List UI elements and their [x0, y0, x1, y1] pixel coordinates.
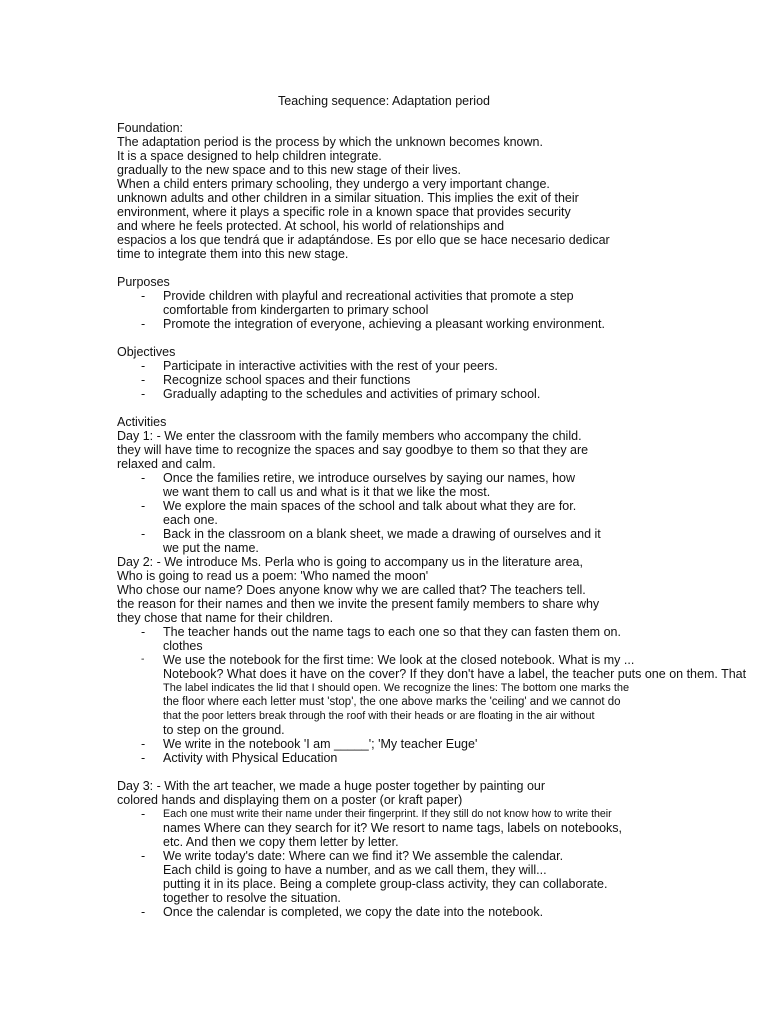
list-item: - Promote the integration of everyone, achieving a pleasant working environment.: [117, 317, 657, 331]
foundation-line: When a child enters primary schooling, they undergo a very important change.: [117, 177, 550, 191]
day2-line: the reason for their names and then we invite the present family members to share why: [117, 597, 600, 611]
foundation-line: unknown adults and other children in a similar situation. This implies the exit of their: [117, 191, 579, 205]
notebook-line: that the poor letters break through the roof with their heads or are floating in the air without: [163, 710, 595, 722]
list-item: [117, 653, 747, 737]
list-item: - Gradually adapting to the schedules and activities of primary school.: [117, 387, 657, 401]
date-line: together to resolve the situation.: [163, 891, 341, 905]
notebook-line: The label indicates the lid that I should open. We recognize the lines: The bottom one marks the: [163, 682, 630, 694]
foundation-line: espacios a los que tendrá que ir adaptándose. Es por ello que se hace necesario dedicar: [117, 233, 610, 247]
foundation-line: It is a space designed to help children integrate.: [117, 149, 382, 163]
list-item: - Activity with Physical Education: [117, 751, 657, 765]
list-item: [117, 807, 657, 849]
day1-line: relaxed and calm.: [117, 457, 216, 471]
list-item: - Once the calendar is completed, we copy the date into the notebook.: [117, 905, 657, 919]
day2-line: they chose that name for their children.: [117, 611, 334, 625]
purposes-list: [117, 289, 657, 331]
fingerprint-line: - Each one must write their name under their fingerprint. If they still do not know how to write their: [163, 808, 612, 820]
notebook-line: Notebook? What does it have on the cover? If they don't have a label, the teacher puts one on them. That: [163, 667, 747, 681]
day3-line: Day 3: - With the art teacher, we made a huge poster together by painting our: [117, 779, 546, 793]
list-item: - We explore the main spaces of the school and talk about what they are for. each one.: [117, 499, 583, 527]
list-item: - Participate in interactive activities with the rest of your peers.: [117, 359, 657, 373]
foundation-line: The adaptation period is the process by which the unknown becomes known.: [117, 135, 543, 149]
foundation-line: and where he feels protected. At school, his world of relationships and: [117, 219, 505, 233]
date-line: Each child is going to have a number, and as we call them, they will...: [163, 863, 547, 877]
foundation-line: environment, where it plays a specific role in a known space that provides security: [117, 205, 571, 219]
fingerprint-line: etc. And then we copy them letter by letter.: [163, 835, 399, 849]
notebook-line: - We use the notebook for the first time: We look at the closed notebook. What is my ...: [163, 653, 635, 667]
day2-line: Day 2: - We introduce Ms. Perla who is going to accompany us in the literature area,: [117, 555, 583, 569]
document-title: Teaching sequence: Adaptation period: [278, 94, 490, 108]
purposes-section: [117, 275, 657, 331]
day2-line: Who is going to read us a poem: 'Who named the moon': [117, 569, 429, 583]
foundation-line: time to integrate them into this new stage.: [117, 247, 349, 261]
list-item: - Recognize school spaces and their functions: [117, 373, 657, 387]
day1-line: they will have time to recognize the spaces and say goodbye to them so that they are: [117, 443, 589, 457]
date-line: putting it in its place. Being a complete group-class activity, they can collaborate.: [163, 877, 608, 891]
activities-section: [117, 415, 747, 919]
fingerprint-line: names Where can they search for it? We resort to name tags, labels on notebooks,: [163, 821, 623, 835]
day2-line: Who chose our name? Does anyone know why we are called that? The teachers tell.: [117, 583, 586, 597]
document-body: [117, 121, 747, 919]
activities-heading: Activities: [117, 415, 167, 429]
foundation-heading: Foundation:: [117, 121, 184, 135]
list-item: - Back in the classroom on a blank sheet, we made a drawing of ourselves and it we put the name.: [117, 527, 608, 555]
foundation-section: [117, 121, 657, 261]
foundation-line: gradually to the new space and to this new stage of their lives.: [117, 163, 461, 177]
list-item: [117, 849, 657, 905]
day3-list: [117, 807, 657, 919]
objectives-section: [117, 345, 657, 401]
day1-list: [117, 471, 657, 555]
objectives-heading: Objectives: [117, 345, 176, 359]
notebook-line: the floor where each letter must 'stop', the one above marks the 'ceiling' and we cannot do: [163, 696, 621, 708]
day3-line: colored hands and displaying them on a poster (or kraft paper): [117, 793, 463, 807]
date-line: - We write today's date: Where can we find it? We assemble the calendar.: [163, 849, 564, 863]
day1-line: Day 1: - We enter the classroom with the family members who accompany the child.: [117, 429, 582, 443]
objectives-list: [117, 359, 657, 401]
purposes-heading: Purposes: [117, 275, 170, 289]
list-item: - We write in the notebook 'I am _____'; 'My teacher Euge': [117, 737, 657, 751]
day2-list: [117, 625, 747, 765]
list-item: - Once the families retire, we introduce ourselves by saying our names, how we want them to call us and what is it that we like the most.: [117, 471, 583, 499]
list-item: - Provide children with playful and recreational activities that promote a step comfortable from kindergarten to primary school: [117, 289, 603, 317]
list-item: - The teacher hands out the name tags to each one so that they can fasten them on. clothes: [117, 625, 623, 653]
notebook-line: to step on the ground.: [163, 723, 285, 737]
